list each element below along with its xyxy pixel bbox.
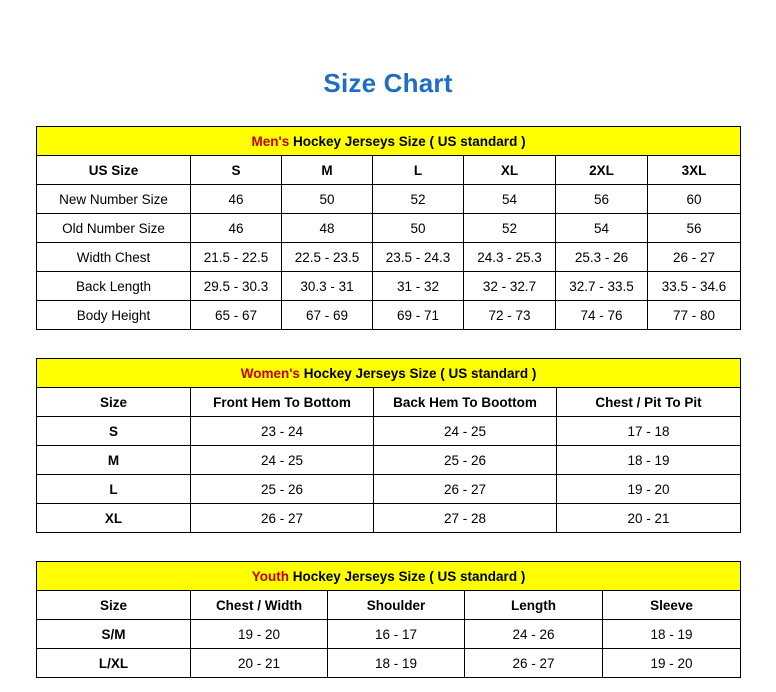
page-title: Size Chart [323,68,453,98]
mens-header-cell-4: XL [464,156,556,185]
youth-header-row [37,591,741,620]
table-row [37,272,741,301]
table-row [37,185,741,214]
youth-row-1-value-3: 19 - 20 [603,649,741,678]
youth-row-1-value-0: 20 - 21 [191,649,328,678]
mens-band-row [37,127,741,156]
youth-row-0-value-1: 16 - 17 [328,620,465,649]
mens-row-3-value-1: 30.3 - 31 [282,272,373,301]
mens-row-3-value-4: 32.7 - 33.5 [556,272,648,301]
youth-header-cell-4: Sleeve [603,591,741,620]
mens-row-3-value-0: 29.5 - 30.3 [191,272,282,301]
womens-band-cell [37,359,741,388]
mens-header-row [37,156,741,185]
womens-row-2-value-2: 19 - 20 [557,475,741,504]
womens-header-cell-3: Chest / Pit To Pit [557,388,741,417]
mens-row-4-value-3: 72 - 73 [464,301,556,330]
womens-header-cell-1: Front Hem To Bottom [191,388,374,417]
womens-row-1-value-0: 24 - 25 [191,446,374,475]
womens-row-0-value-0: 23 - 24 [191,417,374,446]
womens-band-accent: Women's [240,365,300,381]
mens-row-1-value-5: 56 [648,214,741,243]
mens-row-2-value-0: 21.5 - 22.5 [191,243,282,272]
mens-header-cell-0: US Size [37,156,191,185]
mens-band-rest: Hockey Jerseys Size ( US standard ) [289,133,526,149]
mens-row-2-value-2: 23.5 - 24.3 [373,243,464,272]
youth-band-rest: Hockey Jerseys Size ( US standard ) [288,568,526,584]
womens-row-3-value-2: 20 - 21 [557,504,741,533]
mens-header-cell-3: L [373,156,464,185]
youth-header-cell-3: Length [465,591,603,620]
womens-band-row [37,359,741,388]
table-row [37,475,741,504]
youth-header-cell-0: Size [37,591,191,620]
womens-youth-spacer [36,533,740,561]
spacer-row [36,330,740,358]
womens-row-2-value-0: 25 - 26 [191,475,374,504]
mens-row-2-value-1: 22.5 - 23.5 [282,243,373,272]
mens-row-3-value-2: 31 - 32 [373,272,464,301]
womens-row-3-value-1: 27 - 28 [374,504,557,533]
womens-row-3-label: XL [37,504,191,533]
mens-row-2-value-4: 25.3 - 26 [556,243,648,272]
table-row [37,214,741,243]
spacer-cell [36,533,740,561]
youth-band-accent: Youth [251,568,289,584]
mens-row-0-value-4: 56 [556,185,648,214]
mens-size-table [36,126,741,330]
youth-header-cell-2: Shoulder [328,591,465,620]
table-row [37,504,741,533]
mens-band-accent: Men's [251,133,290,149]
mens-row-1-value-4: 54 [556,214,648,243]
mens-header-cell-5: 2XL [556,156,648,185]
youth-header-cell-1: Chest / Width [191,591,328,620]
table-row [37,417,741,446]
womens-row-1-value-2: 18 - 19 [557,446,741,475]
womens-row-1-value-1: 25 - 26 [374,446,557,475]
table-row [37,649,741,678]
youth-size-table [36,561,741,678]
spacer-row [36,533,740,561]
youth-row-1-value-2: 26 - 27 [465,649,603,678]
mens-row-1-value-1: 48 [282,214,373,243]
youth-row-0-value-3: 18 - 19 [603,620,741,649]
mens-header-cell-6: 3XL [648,156,741,185]
youth-row-0-value-2: 24 - 26 [465,620,603,649]
womens-band-rest: Hockey Jerseys Size ( US standard ) [299,365,537,381]
womens-row-2-value-1: 26 - 27 [374,475,557,504]
womens-header-row [37,388,741,417]
mens-row-2-value-5: 26 - 27 [648,243,741,272]
womens-row-0-label: S [37,417,191,446]
mens-row-2-value-3: 24.3 - 25.3 [464,243,556,272]
table-row [37,620,741,649]
mens-row-4-value-2: 69 - 71 [373,301,464,330]
womens-row-1-label: M [37,446,191,475]
womens-header-cell-0: Size [37,388,191,417]
mens-row-4-label: Body Height [37,301,191,330]
mens-row-4-value-0: 65 - 67 [191,301,282,330]
mens-row-1-value-0: 46 [191,214,282,243]
womens-row-2-label: L [37,475,191,504]
youth-row-0-label: S/M [37,620,191,649]
mens-row-3-label: Back Length [37,272,191,301]
womens-row-0-value-1: 24 - 25 [374,417,557,446]
youth-row-0-value-0: 19 - 20 [191,620,328,649]
mens-header-cell-2: M [282,156,373,185]
table-row [37,446,741,475]
mens-row-0-value-5: 60 [648,185,741,214]
mens-row-1-value-2: 50 [373,214,464,243]
womens-row-0-value-2: 17 - 18 [557,417,741,446]
womens-size-table [36,358,741,533]
mens-row-4-value-5: 77 - 80 [648,301,741,330]
youth-row-1-value-1: 18 - 19 [328,649,465,678]
table-row [37,301,741,330]
mens-row-1-value-3: 52 [464,214,556,243]
youth-row-1-label: L/XL [37,649,191,678]
mens-row-0-value-3: 54 [464,185,556,214]
mens-row-4-value-4: 74 - 76 [556,301,648,330]
mens-row-3-value-5: 33.5 - 34.6 [648,272,741,301]
youth-band-row [37,562,741,591]
mens-band-cell [37,127,741,156]
womens-row-3-value-0: 26 - 27 [191,504,374,533]
spacer-cell [36,330,740,358]
mens-header-cell-1: S [191,156,282,185]
table-row [37,243,741,272]
mens-row-3-value-3: 32 - 32.7 [464,272,556,301]
mens-row-0-value-1: 50 [282,185,373,214]
mens-row-4-value-1: 67 - 69 [282,301,373,330]
mens-row-2-label: Width Chest [37,243,191,272]
mens-row-0-value-0: 46 [191,185,282,214]
mens-row-0-value-2: 52 [373,185,464,214]
size-chart-container [36,126,740,678]
mens-row-1-label: Old Number Size [37,214,191,243]
womens-header-cell-2: Back Hem To Boottom [374,388,557,417]
mens-row-0-label: New Number Size [37,185,191,214]
youth-band-cell [37,562,741,591]
mens-womens-spacer [36,330,740,358]
